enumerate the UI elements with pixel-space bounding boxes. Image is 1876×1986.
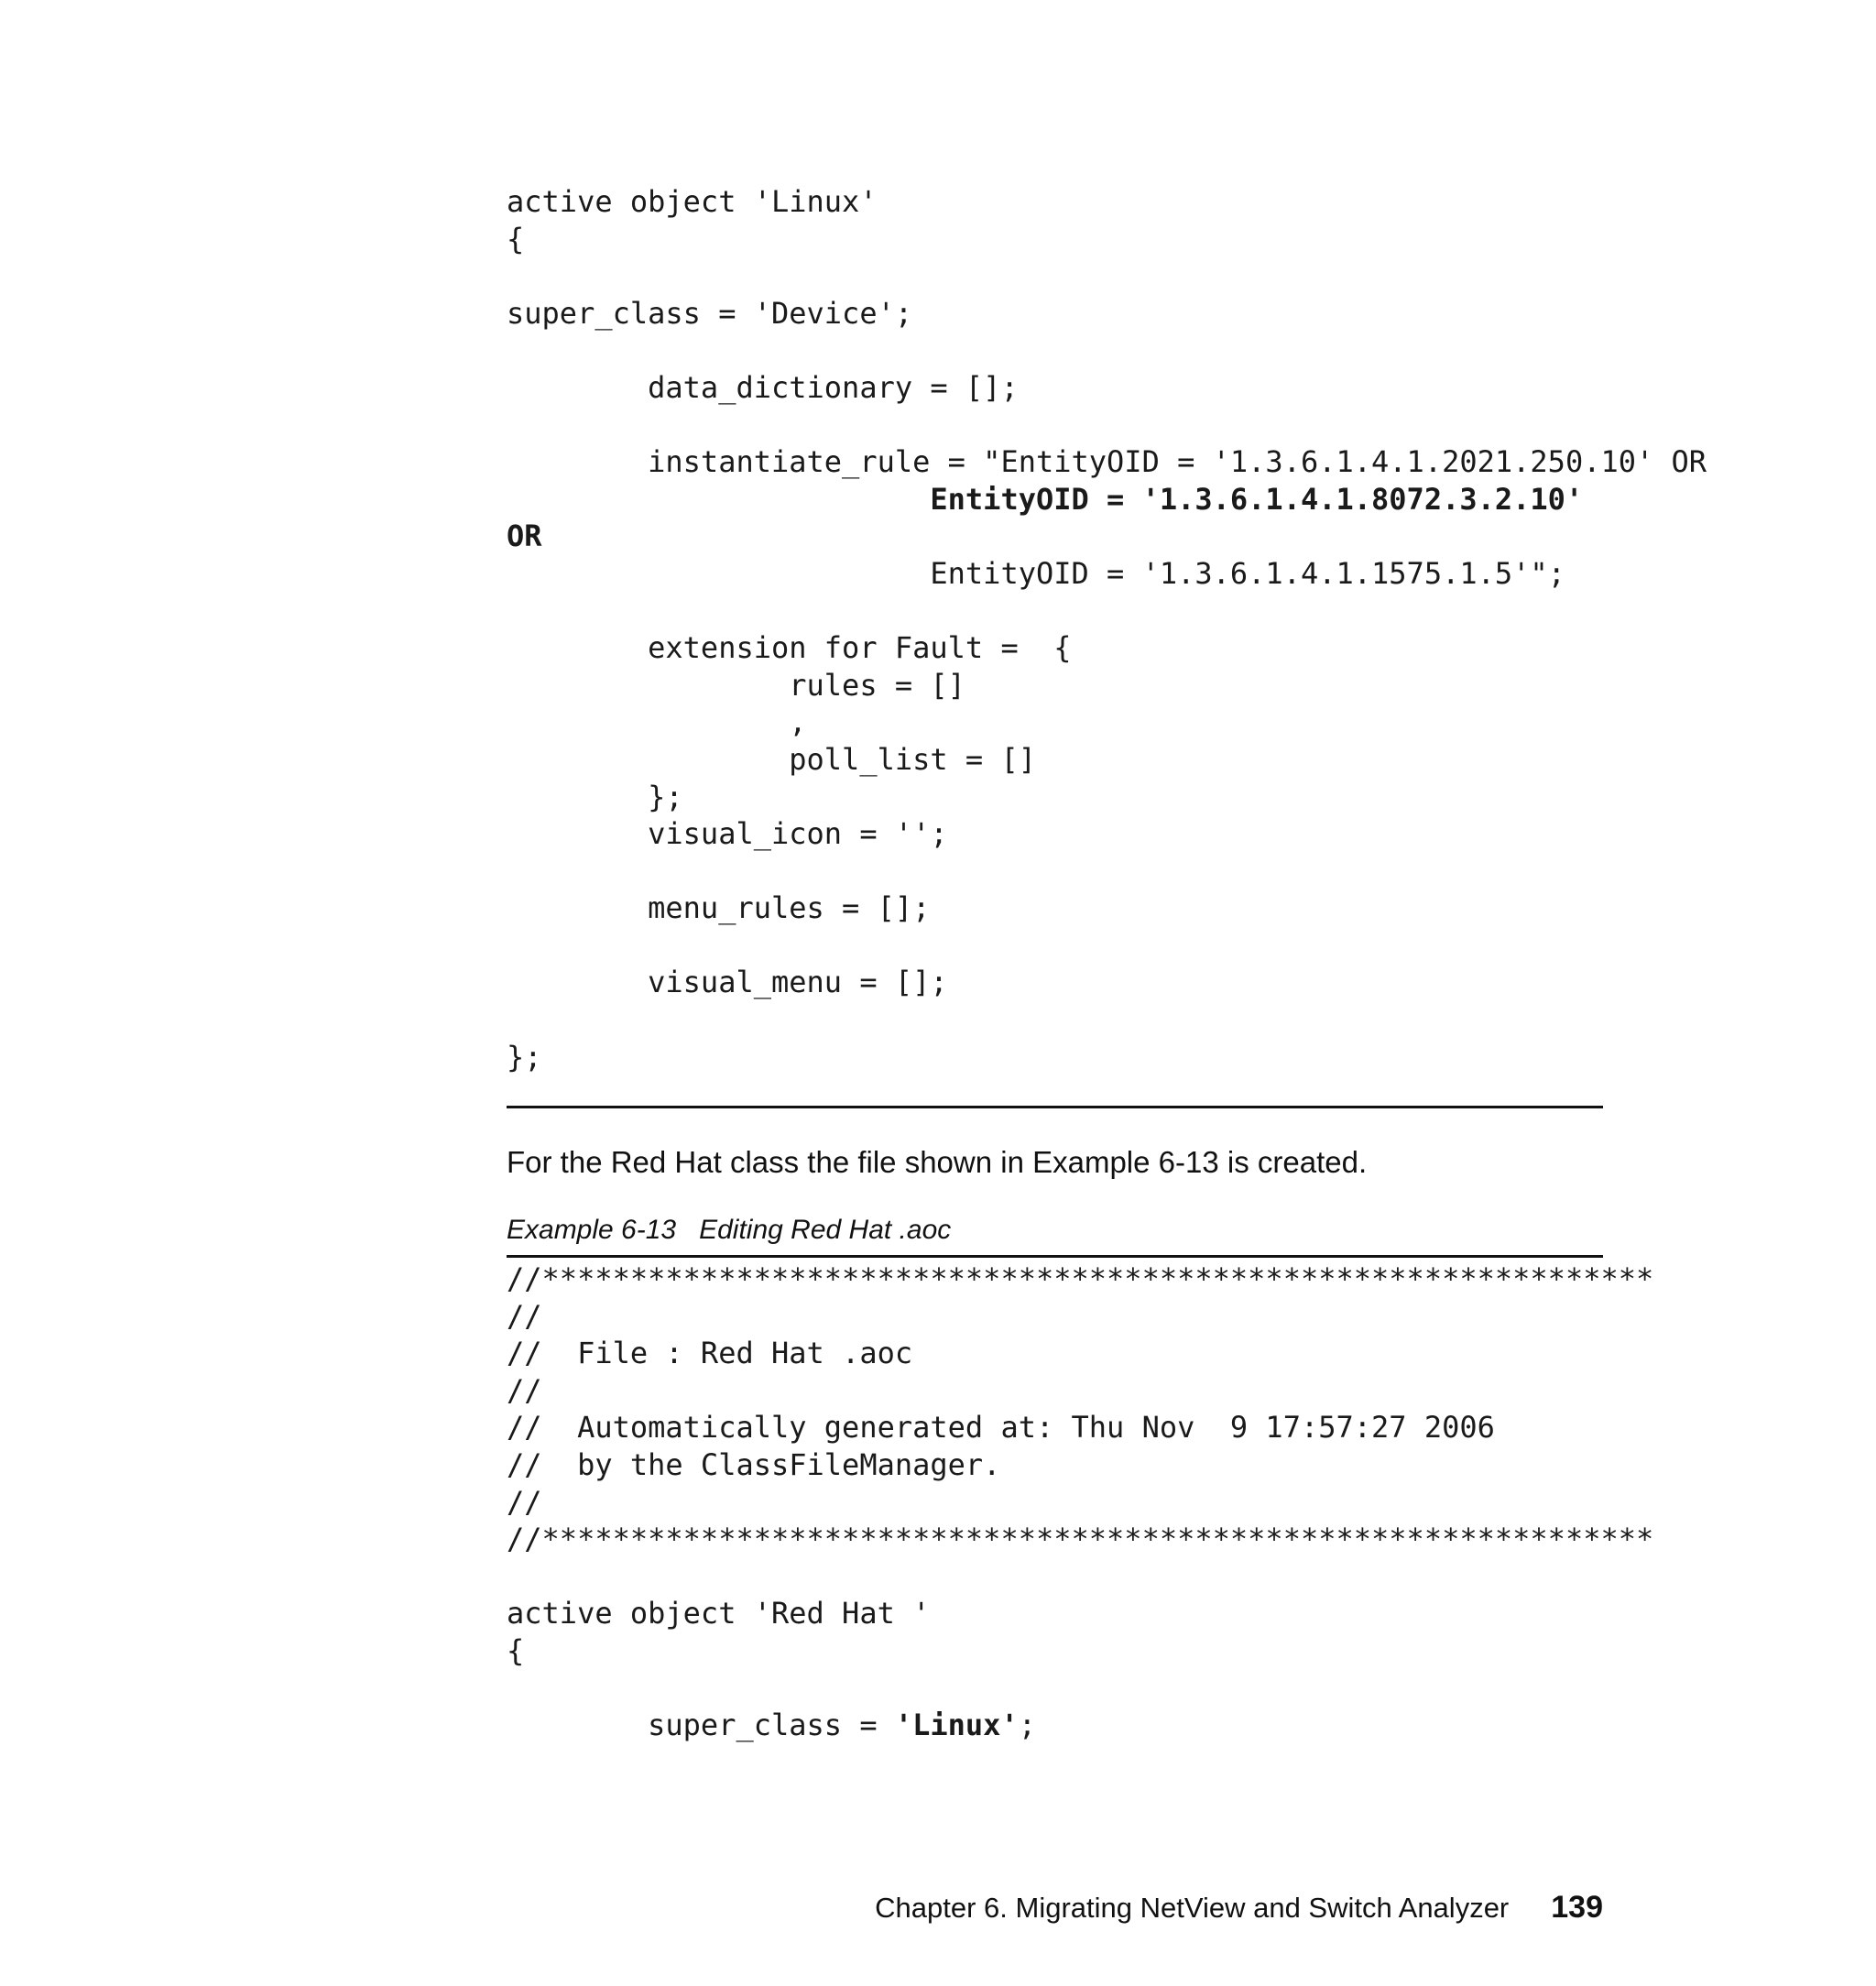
code-text: instantiate_rule = "EntityOID = '1.3.6.1.4.1.2021.250.10' OR [507,444,1707,480]
code-line [507,295,1707,333]
code-line [507,481,1707,518]
code-text: visual_menu = []; [507,965,948,1000]
code-line [507,183,1707,221]
code-text: super_class = [507,1708,895,1743]
code-text: active object 'Red Hat ' [507,1596,931,1631]
page-footer [0,1890,1603,1926]
code-text: { [507,1632,525,1668]
code-line [507,704,1707,741]
code-line [507,1707,1653,1744]
code-line [507,257,1707,295]
code-line [507,964,1707,1001]
code-line [507,667,1707,704]
code-text [507,482,930,517]
body-paragraph: For the Red Hat class the file shown in Example 6-13 is created. [507,1145,1368,1179]
code-line [507,332,1707,369]
code-line [507,1521,1653,1558]
code-text: // Automatically generated at: Thu Nov 9 17:57:27 2006 [507,1410,1495,1446]
code-bold-text: EntityOID = '1.3.6.1.4.1.8072.3.2.10' [930,481,1584,517]
code-text: data_dictionary = []; [507,369,1019,405]
footer-chapter-title: Chapter 6. Migrating NetView and Switch Analyzer [875,1892,1510,1924]
code-line [507,369,1707,407]
code-line [507,1558,1653,1596]
code-text: { [507,221,525,256]
code-line [507,889,1707,927]
code-line [507,221,1707,258]
code-line [507,1632,1653,1670]
code-text: , [507,704,807,740]
code-line [507,518,1707,555]
code-line [507,741,1707,779]
code-bold-text: OR [507,518,542,554]
code-line [507,1298,1653,1336]
code-text: EntityOID = '1.3.6.1.4.1.1575.1.5'"; [507,555,1565,591]
code-line [507,779,1707,816]
caption-rule [507,1255,1603,1258]
code-text: rules = [] [507,667,965,703]
code-line [507,1260,1653,1298]
code-text: ; [1018,1708,1036,1743]
code-text: menu_rules = []; [507,890,931,926]
code-text: // [507,1484,542,1520]
code-listing-linux-aoc [507,183,1707,1075]
code-line [507,1335,1653,1372]
code-line [507,1595,1653,1632]
page-number: 139 [1551,1890,1603,1925]
code-text: // File : Red Hat .aoc [507,1336,913,1371]
example-caption: Example 6-13 Editing Red Hat .aoc [507,1215,952,1245]
code-listing-redhat-aoc [507,1260,1653,1744]
code-line [507,555,1707,593]
code-line [507,1670,1653,1708]
listing-end-rule [507,1106,1603,1108]
code-line [507,1409,1653,1446]
code-line [507,1001,1707,1039]
code-text: // by the ClassFileManager. [507,1446,1001,1482]
code-line [507,1372,1653,1410]
code-text: // [507,1372,542,1408]
code-text: }; [507,779,683,814]
code-text: active object 'Linux' [507,184,878,219]
code-text: poll_list = [] [507,741,1036,777]
code-text: super_class = 'Device'; [507,295,913,331]
code-line [507,443,1707,481]
code-line [507,1446,1653,1484]
code-line [507,927,1707,965]
code-text: // [507,1298,542,1334]
code-text: //*************************************************************** [507,1261,1654,1296]
code-line [507,593,1707,630]
code-bold-text: 'Linux' [894,1708,1019,1743]
code-line [507,1484,1653,1522]
code-text: visual_icon = ''; [507,816,948,852]
code-text: //*************************************************************** [507,1522,1654,1557]
code-line [507,853,1707,890]
code-text: extension for Fault = { [507,630,1072,666]
code-text: }; [507,1039,542,1075]
code-line [507,629,1707,667]
code-line [507,1039,1707,1076]
code-line [507,815,1707,853]
code-line [507,407,1707,444]
